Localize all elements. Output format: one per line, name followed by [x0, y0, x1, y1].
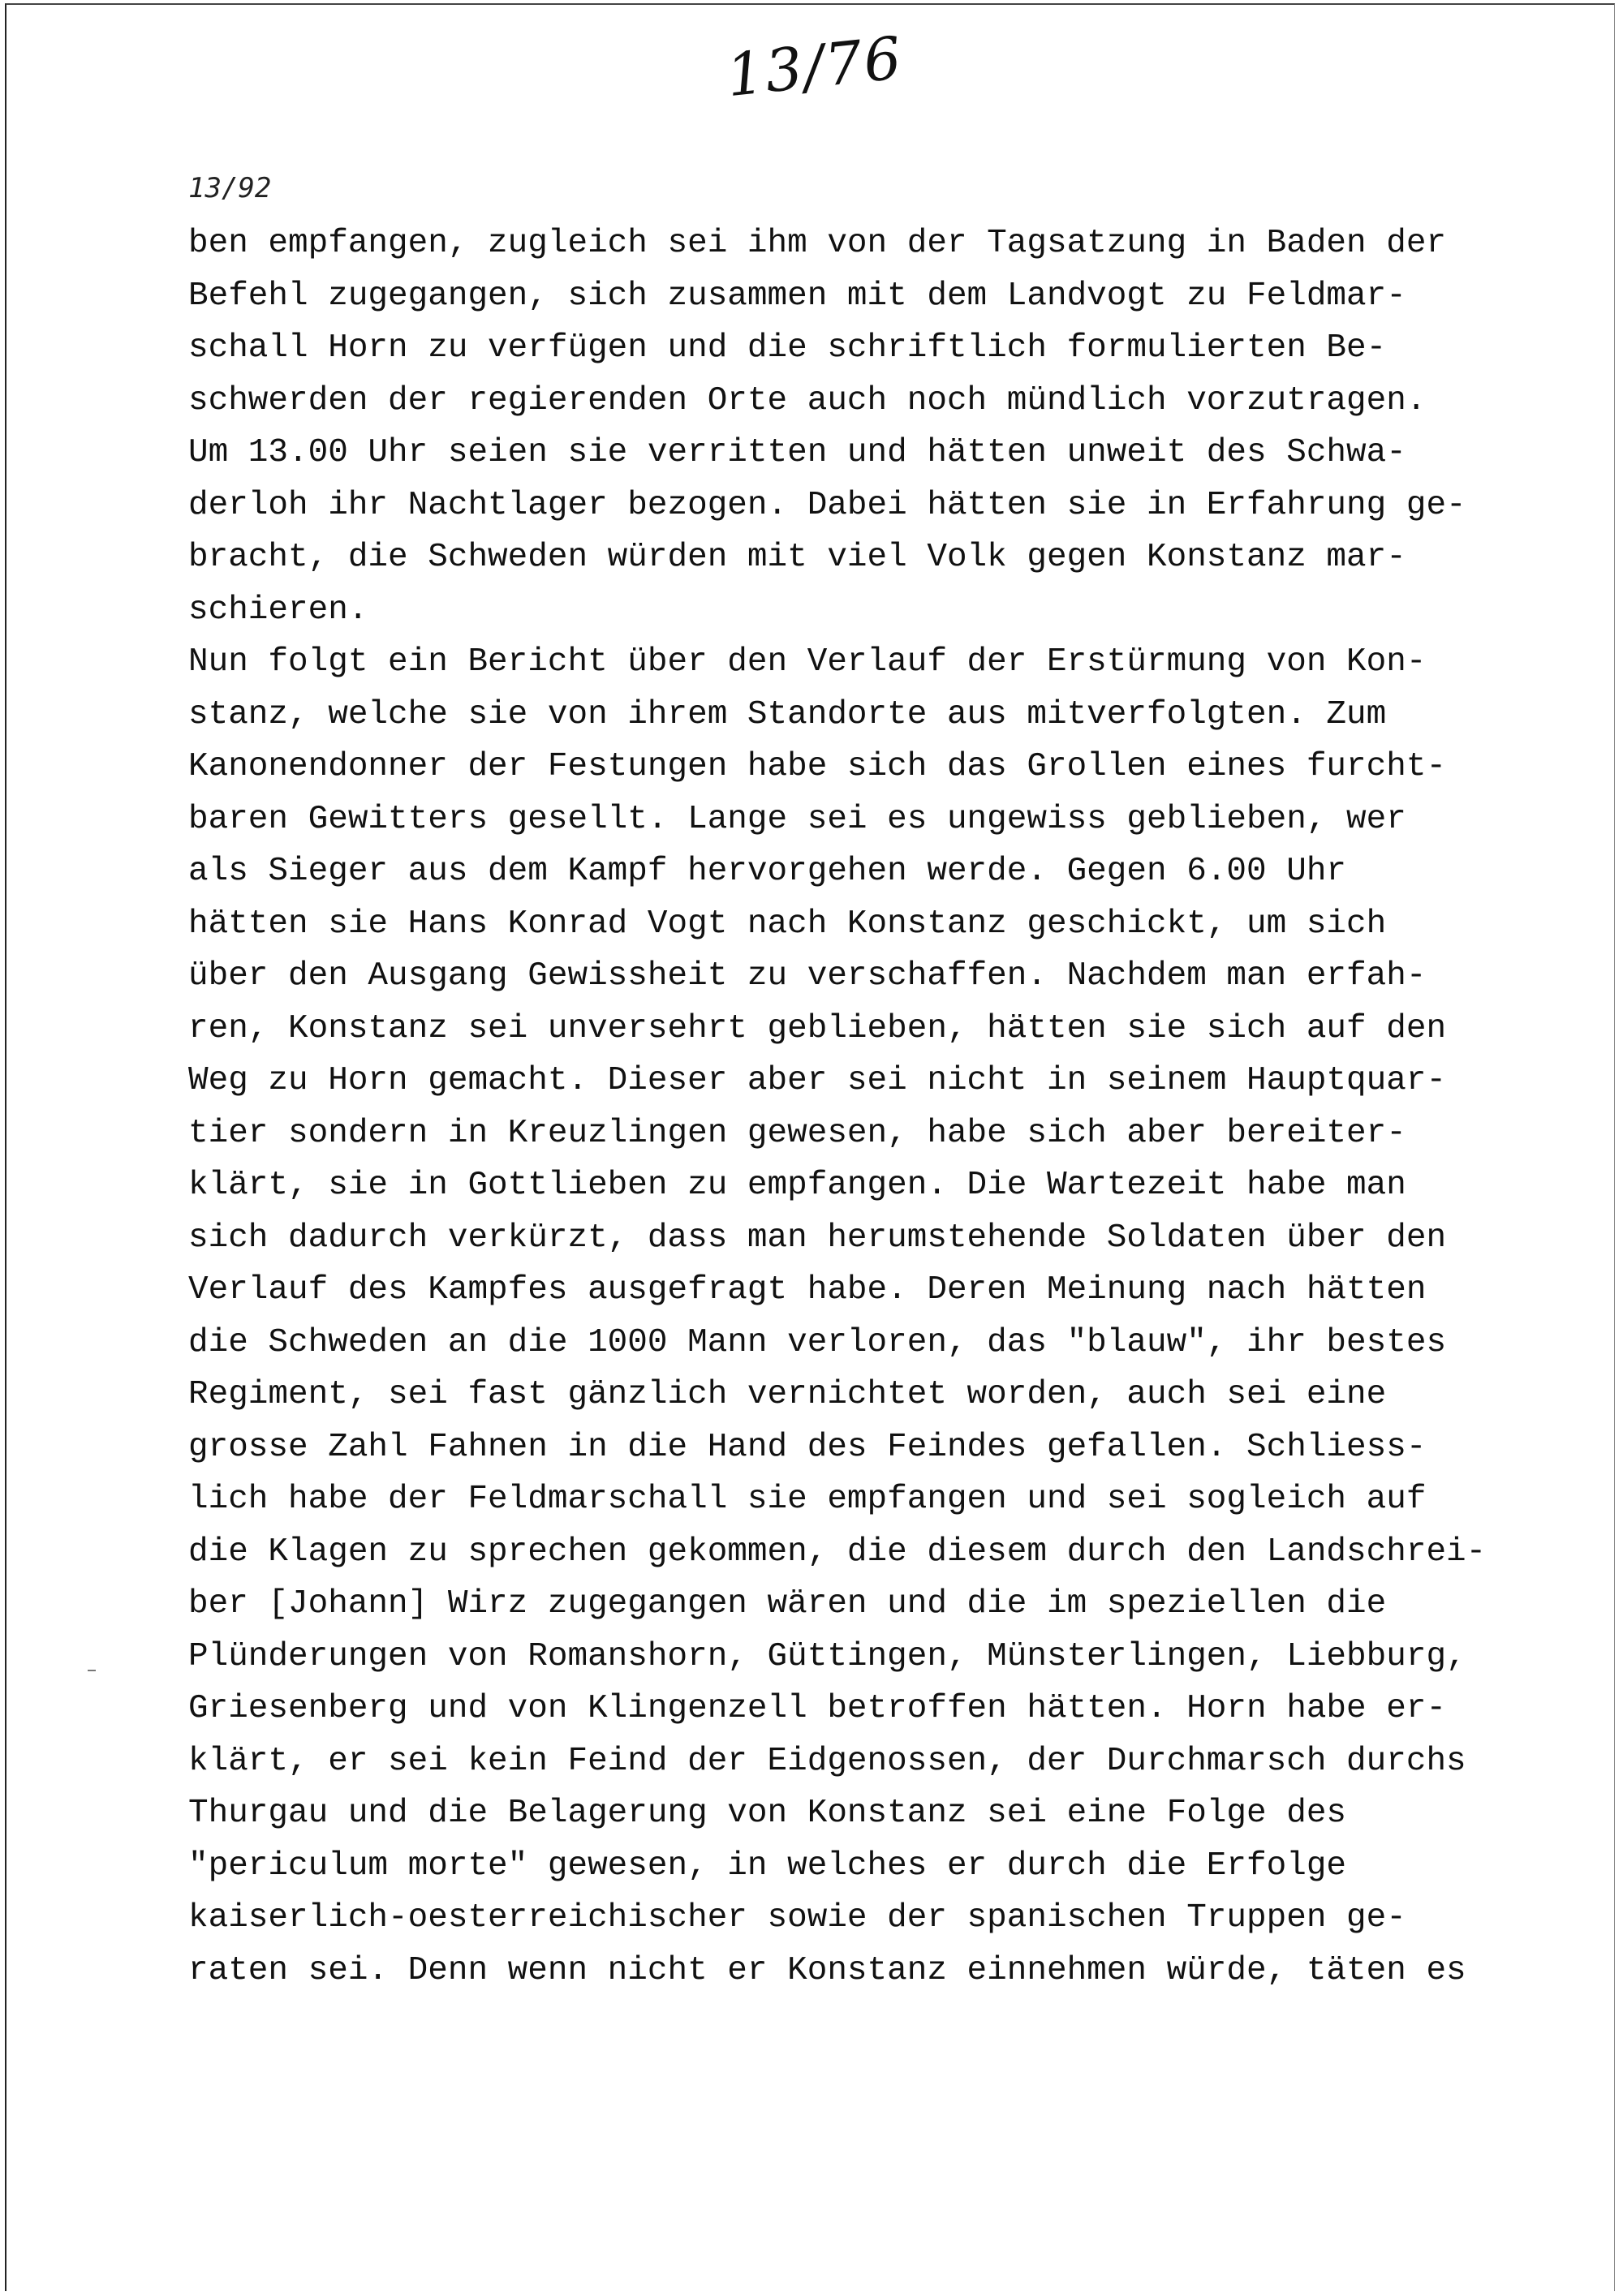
text-line: die Schweden an die 1000 Mann verloren, das "blauw", ihr bestes	[188, 1323, 1447, 1361]
text-line: klärt, sie in Gottlieben zu empfangen. Die Wartezeit habe man	[188, 1167, 1406, 1204]
margin-mark	[88, 1670, 96, 1671]
text-line: Thurgau und die Belagerung von Konstanz sei eine Folge des	[188, 1795, 1347, 1832]
text-line: klärt, er sei kein Feind der Eidgenossen, der Durchmarsch durchs	[188, 1742, 1466, 1780]
text-line: ren, Konstanz sei unversehrt geblieben, hätten sie sich auf den	[188, 1009, 1447, 1047]
text-line: bracht, die Schweden würden mit viel Volk gegen Konstanz mar-	[188, 539, 1406, 576]
text-line: Befehl zugegangen, sich zusammen mit dem Landvogt zu Feldmar-	[188, 277, 1406, 315]
text-line: hätten sie Hans Konrad Vogt nach Konstanz geschickt, um sich	[188, 905, 1387, 943]
text-line: schwerden der regierenden Orte auch noch mündlich vorzutragen.	[188, 381, 1427, 419]
text-line: raten sei. Denn wenn nicht er Konstanz einnehmen würde, täten es	[188, 1951, 1466, 1989]
text-line: baren Gewitters gesellt. Lange sei es ungewiss geblieben, wer	[188, 800, 1406, 838]
text-line: Um 13.00 Uhr seien sie verritten und hätten unweit des Schwa-	[188, 434, 1406, 471]
text-line: über den Ausgang Gewissheit zu verschaffen. Nachdem man erfah-	[188, 957, 1427, 995]
text-line: die Klagen zu sprechen gekommen, die diesem durch den Landschrei-	[188, 1533, 1487, 1571]
text-line: Kanonendonner der Festungen habe sich das Grollen eines furcht-	[188, 748, 1447, 785]
handwritten-folio-number: 13/76	[723, 23, 906, 110]
text-line: Griesenberg und von Klingenzell betroffen hätten. Horn habe er-	[188, 1690, 1447, 1727]
text-line: schall Horn zu verfügen und die schriftlich formulierten Be-	[188, 329, 1387, 367]
text-line: tier sondern in Kreuzlingen gewesen, habe sich aber bereiter-	[188, 1114, 1406, 1152]
text-line: als Sieger aus dem Kampf hervorgehen werde. Gegen 6.00 Uhr	[188, 853, 1347, 890]
text-line: stanz, welche sie von ihrem Standorte aus mitverfolgten. Zum	[188, 695, 1387, 733]
text-line: sich dadurch verkürzt, dass man herumstehende Soldaten über den	[188, 1219, 1447, 1257]
text-line: derloh ihr Nachtlager bezogen. Dabei hätten sie in Erfahrung ge-	[188, 486, 1466, 524]
text-line: Verlauf des Kampfes ausgefragt habe. Deren Meinung nach hätten	[188, 1271, 1427, 1309]
text-line: kaiserlich-oesterreichischer sowie der spanischen Truppen ge-	[188, 1899, 1406, 1937]
page-number: 13/92	[188, 172, 272, 204]
text-line: lich habe der Feldmarschall sie empfangen und sei sogleich auf	[188, 1481, 1427, 1518]
text-line: schieren.	[188, 591, 368, 629]
text-line: ber [Johann] Wirz zugegangen wären und die im speziellen die	[188, 1585, 1387, 1623]
text-line: Plünderungen von Romanshorn, Güttingen, Münsterlingen, Liebburg,	[188, 1637, 1466, 1675]
text-line: Regiment, sei fast gänzlich vernichtet worden, auch sei eine	[188, 1376, 1387, 1413]
text-line: "periculum morte" gewesen, in welches er durch die Erfolge	[188, 1847, 1347, 1885]
text-line: Weg zu Horn gemacht. Dieser aber sei nicht in seinem Hauptquar-	[188, 1062, 1447, 1099]
text-line: Nun folgt ein Bericht über den Verlauf der Erstürmung von Kon-	[188, 643, 1427, 681]
text-line: ben empfangen, zugleich sei ihm von der Tagsatzung in Baden der	[188, 225, 1447, 262]
text-line: grosse Zahl Fahnen in die Hand des Feindes gefallen. Schliess-	[188, 1428, 1427, 1466]
body-text	[188, 217, 1487, 1997]
